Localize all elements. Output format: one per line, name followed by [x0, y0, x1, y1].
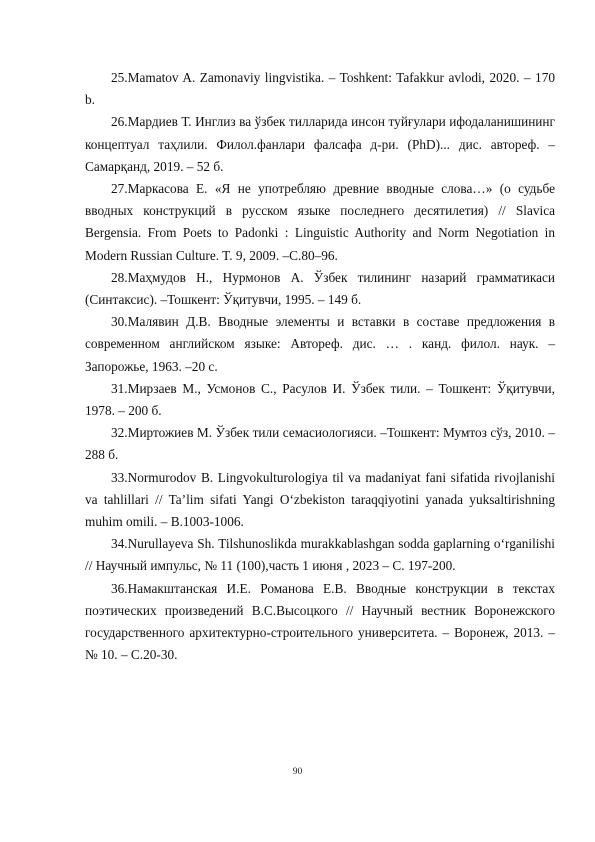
reference-item-31: 31.Мирзаев М., Усмонов С., Расулов И. Ўзбек тили. – Тошкент: Ўқитувчи, 1978. – 200 б. [85, 380, 555, 419]
reference-item-26: 26.Мардиев Т. Инглиз ва ўзбек тилларида инсон туйғулари ифодаланишининг концептуал таҳлили. Филол.фанлари фалсафа д-ри. (PhD)... дис. автореф. – Самарқанд, 2019. – 52 б. [85, 114, 555, 174]
reference-item-25: 25.Mamatov A. Zamonaviy lingvistika. – Toshkent: Tafakkur avlodi, 2020. – 170 b. [85, 70, 555, 108]
reference-item-33: 33.Normurodov B. Lingvokulturologiya til va madaniyat fani sifatida rivojlanishi va tahlillari // Ta’lim sifati Yangi O‘zbekiston taraqqiyotini yanada yuksaltirishning muhim omili. – B.1003-1006. [85, 469, 555, 530]
reference-item-30: 30.Малявин Д.В. Вводные элементы и вставки в составе предложения в современном английском языке: Автореф. дис. … . канд. филол. наук. – Запорожье, 1963. –20 с. [85, 314, 555, 374]
reference-list [85, 67, 555, 666]
reference-item-34: 34.Nurullayeva Sh. Tilshunoslikda murakkablashgan sodda gaplarning o‘rganilishi // Научный импульс, № 11 (100),часть 1 июня , 2023 – С. 197-200. [85, 536, 555, 574]
reference-item-27: 27.Маркасова Е. «Я не употребляю древние вводные слова…» (о судьбе вводных конструкций в русском языке последнего десятилетия) // Slavica Bergensia. From Poets to Padonki : Linguistic Authority and Norm Negotiation in Modern Russian Culture. T. 9, 2009. –С.80–96. [85, 181, 555, 263]
reference-item-28: 28.Маҳмудов Н., Нурмонов А. Ўзбек тилининг назарий грамматикаси (Синтаксис). –Тошкент: Ўқитувчи, 1995. – 149 б. [85, 269, 555, 308]
reference-item-32: 32.Миртожиев М. Ўзбек тили семасиологияси. –Тошкент: Мумтоз сўз, 2010. –288 б. [85, 425, 555, 463]
reference-item-36: 36.Намакштанская И.Е. Романова Е.В. Вводные конструкции в текстах поэтических произведений В.С.Высоцкого // Научный вестник Воронежского государственного архитектурно-строительного университета. – Воронеж, 2013. – № 10. – С.20-30. [85, 580, 555, 663]
page-number: 90 [292, 767, 303, 777]
